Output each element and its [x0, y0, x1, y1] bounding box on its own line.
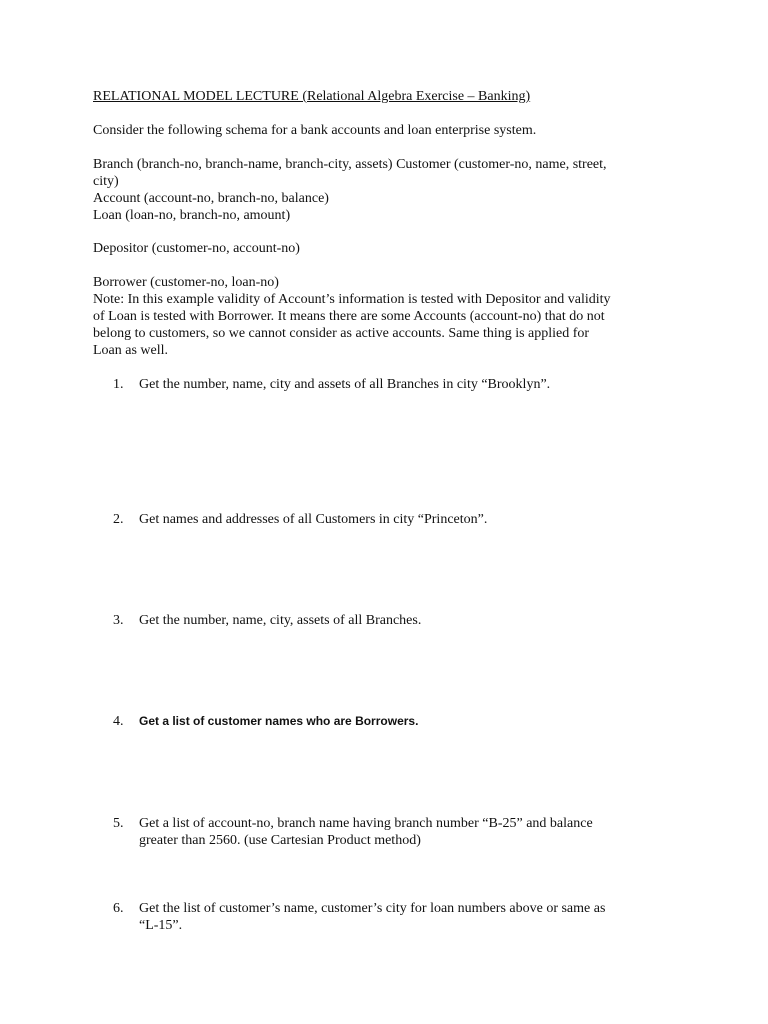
schema-account: Account (account-no, branch-no, balance): [93, 191, 329, 206]
question-3-text: Get the number, name, city, assets of all Branches.: [139, 613, 422, 628]
question-2-text: Get names and addresses of all Customers in city “Princeton”.: [139, 512, 488, 527]
question-4-text: Get a list of customer names who are Borrowers.: [139, 714, 419, 728]
question-3-number: 3.: [113, 613, 124, 628]
schema-customer-continued: city): [93, 174, 119, 189]
question-5-number: 5.: [113, 816, 124, 831]
schema-depositor: Depositor (customer-no, account-no): [93, 241, 300, 256]
question-1-number: 1.: [113, 377, 124, 392]
question-6-number: 6.: [113, 901, 124, 916]
question-5-text-line-1: Get a list of account-no, branch name having branch number “B-25” and balance: [139, 816, 593, 831]
question-4-number: 4.: [113, 714, 124, 729]
note-line-1: Note: In this example validity of Account’s information is tested with Depositor and validity: [93, 292, 611, 307]
note-line-2: of Loan is tested with Borrower. It means there are some Accounts (account-no) that do not: [93, 309, 605, 324]
note-line-3: belong to customers, so we cannot consider as active accounts. Same thing is applied for: [93, 326, 590, 341]
intro-text: Consider the following schema for a bank accounts and loan enterprise system.: [93, 123, 537, 138]
question-5-text-line-2: greater than 2560. (use Cartesian Product method): [139, 833, 421, 848]
schema-loan: Loan (loan-no, branch-no, amount): [93, 208, 291, 223]
question-2-number: 2.: [113, 512, 124, 527]
question-6-text-line-1: Get the list of customer’s name, customer’s city for loan numbers above or same as: [139, 901, 606, 916]
question-6-text-line-2: “L-15”.: [139, 918, 183, 933]
page-title: RELATIONAL MODEL LECTURE (Relational Algebra Exercise – Banking): [93, 89, 531, 104]
question-1-text: Get the number, name, city and assets of all Branches in city “Brooklyn”.: [139, 377, 551, 392]
schema-branch-customer: Branch (branch-no, branch-name, branch-city, assets) Customer (customer-no, name, street,: [93, 157, 607, 172]
schema-borrower: Borrower (customer-no, loan-no): [93, 275, 279, 290]
note-line-4: Loan as well.: [93, 343, 169, 358]
